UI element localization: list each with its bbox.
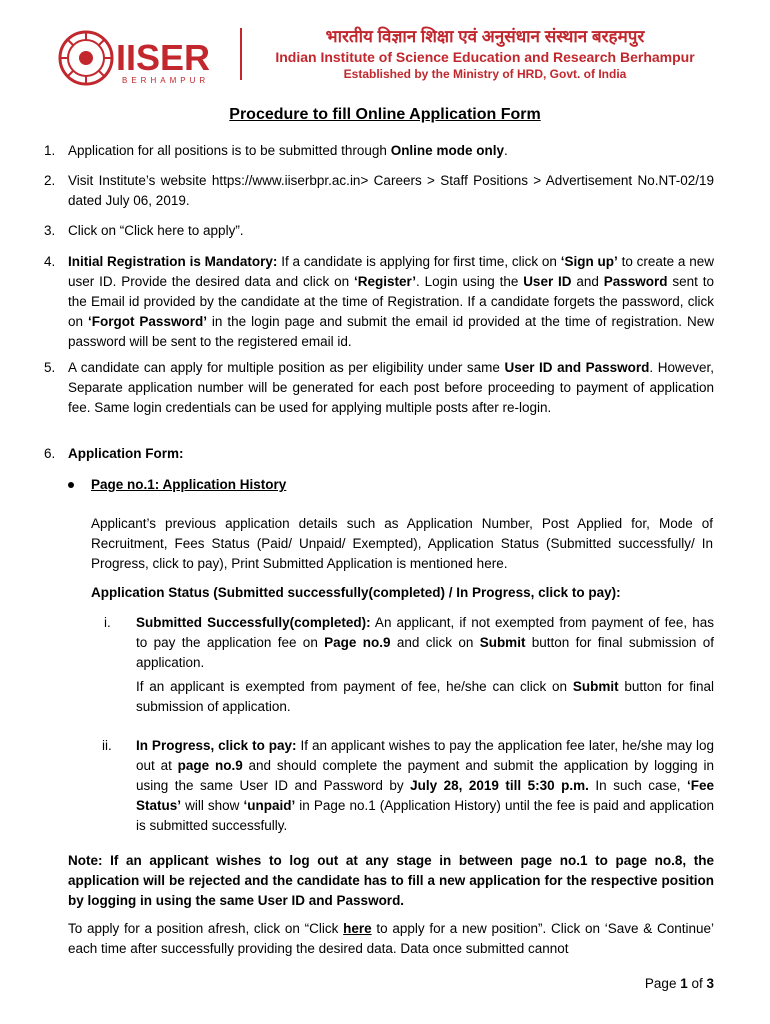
roman-number: i.: [104, 615, 111, 630]
letterhead: [58, 26, 718, 88]
institute-hindi-name: भारतीय विज्ञान शिक्षा एवं अनुसंधान संस्थान बरहमपुर: [325, 27, 645, 46]
here-link[interactable]: here: [343, 921, 372, 936]
item-4: Initial Registration is Mandatory: If a candidate is applying for first time, click on ‘Sign up’ to create a new user ID. Provide the desired data and click on ‘Register’. Login using the User ID and Password sent to the Email id provided by the candidate at the time of Registration. If a candidate forgets the password, click on ‘Forgot Password’ in the login page and submit the email id provided at the time of registration. New password will be sent to the registered email id.: [68, 254, 715, 349]
status-completed: Submitted Successfully(completed): An applicant, if not exempted from payment of fee, has to pay the application fee on Page no.9 and click on Submit button for final submission of application.: [136, 615, 714, 670]
page1-heading: Page no.1: Application History: [91, 477, 287, 492]
item-number: 5.: [44, 360, 56, 375]
item-number: 6.: [44, 446, 56, 461]
item-2: Visit Institute’s website https://www.iiserbpr.ac.in> Careers > Staff Positions > Advertisement No.NT-02/19 dated July 06, 2019.: [68, 173, 714, 208]
status-in-progress: In Progress, click to pay: If an applicant wishes to pay the application fee later, he/she may log out at page no.9 and should complete the payment and submit the application by logging in using the same User ID and Password by July 28, 2019 till 5:30 p.m. In such case, ‘Fee Status’ will show ‘unpaid’ in Page no.1 (Application History) until the fee is paid and application is submitted successfully.: [136, 738, 715, 833]
institute-established: Established by the Ministry of HRD, Govt. of India: [343, 67, 627, 81]
bullet-icon: [68, 482, 74, 488]
iiser-logo: [58, 30, 230, 86]
page-title: Procedure to fill Online Application Form: [229, 106, 541, 123]
institute-block: [250, 26, 720, 82]
item-1: Application for all positions is to be submitted through Online mode only.: [68, 143, 508, 158]
item-number: 3.: [44, 223, 56, 238]
final-paragraph: To apply for a position afresh, click on “Click here to apply for a new position”. Click on ‘Save & Continue’ each time after successfully providing the desired data. Data once submitted cannot: [68, 921, 714, 956]
warning-note: Note: If an applicant wishes to log out at any stage in between page no.1 to page no.8, the application will be rejected and the candidate has to fill a new application for the respective position by logging in using the same User ID and Password.: [68, 853, 714, 908]
item-5: A candidate can apply for multiple position as per eligibility under same User ID and Password. However, Separate application number will be generated for each post before proceeding to payment of application fee. Same login credentials can be used for applying multiple posts after re-login.: [68, 360, 714, 415]
status-exempted-note: If an applicant is exempted from payment of fee, he/she can click on Submit button for final submission of application.: [136, 679, 714, 714]
page-number: Page 1 of 3: [644, 976, 714, 991]
roman-number: ii.: [102, 738, 112, 753]
logo-subtext: BERHAMPUR: [122, 76, 210, 85]
item-3: Click on “Click here to apply”.: [68, 223, 244, 238]
status-heading: Application Status (Submitted successfully(completed) / In Progress, click to pay):: [91, 585, 621, 600]
item-number: 1.: [44, 143, 56, 158]
logo-text: IISER: [116, 37, 211, 78]
institute-english-name: Indian Institute of Science Education and Research Berhampur: [275, 49, 695, 65]
page1-description: Applicant’s previous application details such as Application Number, Post Applied for, Mode of Recruitment, Fees Status (Paid/ Unpaid/ Exempted), Application Status (Submitted successfully/ In Progress, click to pay), Print Submitted Application is mentioned here.: [91, 516, 713, 571]
item-number: 4.: [44, 254, 56, 269]
item-number: 2.: [44, 173, 56, 188]
header-divider: [240, 28, 242, 80]
item-6: Application Form:: [68, 446, 184, 461]
